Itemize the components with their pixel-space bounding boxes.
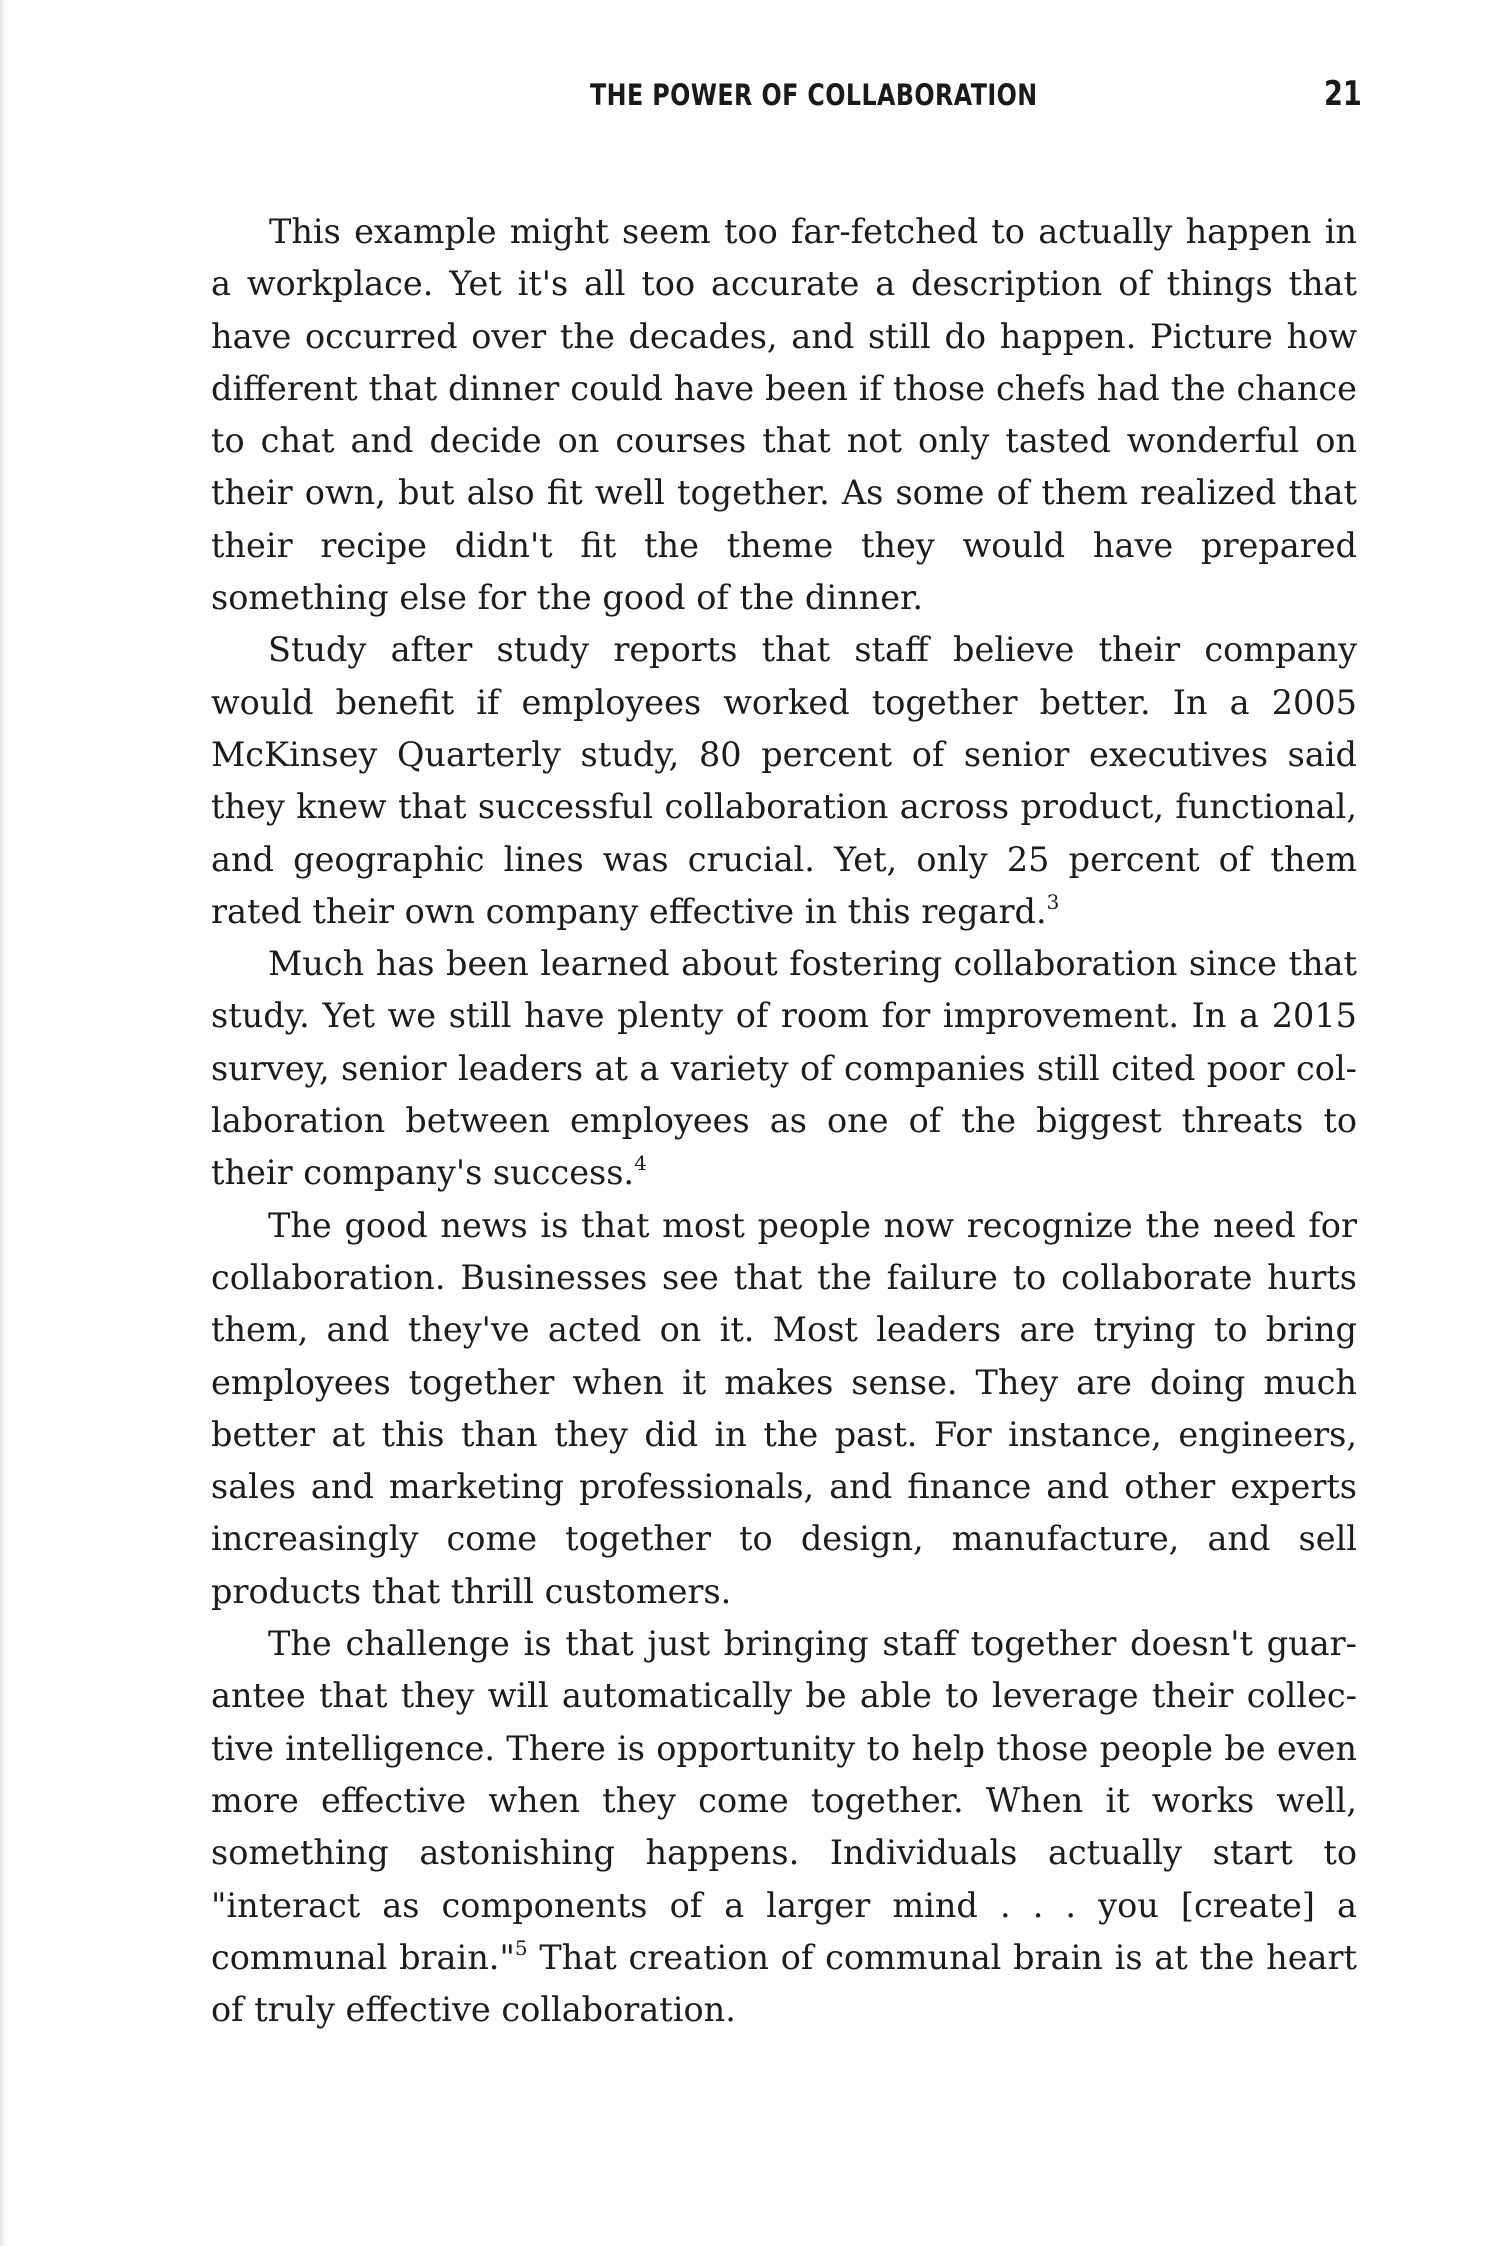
footnote-ref-5[interactable]: 5 <box>514 1935 528 1960</box>
paragraph-4 <box>211 1200 1357 1618</box>
paragraph-text: Much has been learned about fostering collaboration since that study. Yet we still have plenty of room for improvement. In a 2015 survey, senior leaders at a variety of companies still cited poor collaboration between employees as one of the biggest threats to their company's success. <box>211 944 1357 1193</box>
body-text <box>211 206 1357 2036</box>
paragraph-tail-text: That creation of communal brain is at the heart of truly effective collaboration. <box>211 1937 1358 2030</box>
paragraph-text: The good news is that most people now recognize the need for collaboration. Businesses see that the failure to collaborate hurts them, and they've acted on it. Most leaders are trying to bring employees together when it makes sense. They are doing much better at this than they did in the past. For instance, engineers, sales and marketing professionals, and finance and other experts increasingly come together to design, manufacture, and sell products that thrill customers. <box>211 1205 1357 1611</box>
scan-edge-shadow <box>0 0 6 2246</box>
footnote-ref-4[interactable]: 4 <box>634 1151 647 1176</box>
paragraph-text: Study after study reports that staff believe their company would benefit if employees worked together better. In a 2005 McKinsey Quarterly study, 80 percent of senior executives said they knew that successful collaboration across product, functional, and geographic lines was crucial. Yet, only 25 percent of them rated their own company effective in this regard. <box>211 630 1357 931</box>
paragraph-3 <box>211 938 1357 1199</box>
paragraph-1 <box>211 206 1357 624</box>
paragraph-5 <box>211 1618 1357 2036</box>
paragraph-text: The challenge is that just bringing staff together doesn't guarantee that they will automatically be able to leverage their collective intelligence. There is opportunity to help those people be even more effective when they come together. When it works well, something astonishing happens. Individuals actually start to "interact as components of a larger mind . . . you [create] a communal brain." <box>211 1624 1357 1977</box>
page-number: 21 <box>1324 74 1362 114</box>
running-head: THE POWER OF COLLABORATION <box>590 78 1038 112</box>
footnote-ref-3[interactable]: 3 <box>1046 889 1060 914</box>
paragraph-text: This example might seem too far-fetched to actually happen in a workplace. Yet it's all too accurate a description of things that have occurred over the decades, and still do happen. Picture how different that dinner could have been if those chefs had the chance to chat and decide on courses that not only tasted wonderful on their own, but also fit well together. As some of them realized that their recipe didn't fit the theme they would have prepared something else for the good of the dinner. <box>211 212 1357 618</box>
paragraph-2 <box>211 624 1357 938</box>
